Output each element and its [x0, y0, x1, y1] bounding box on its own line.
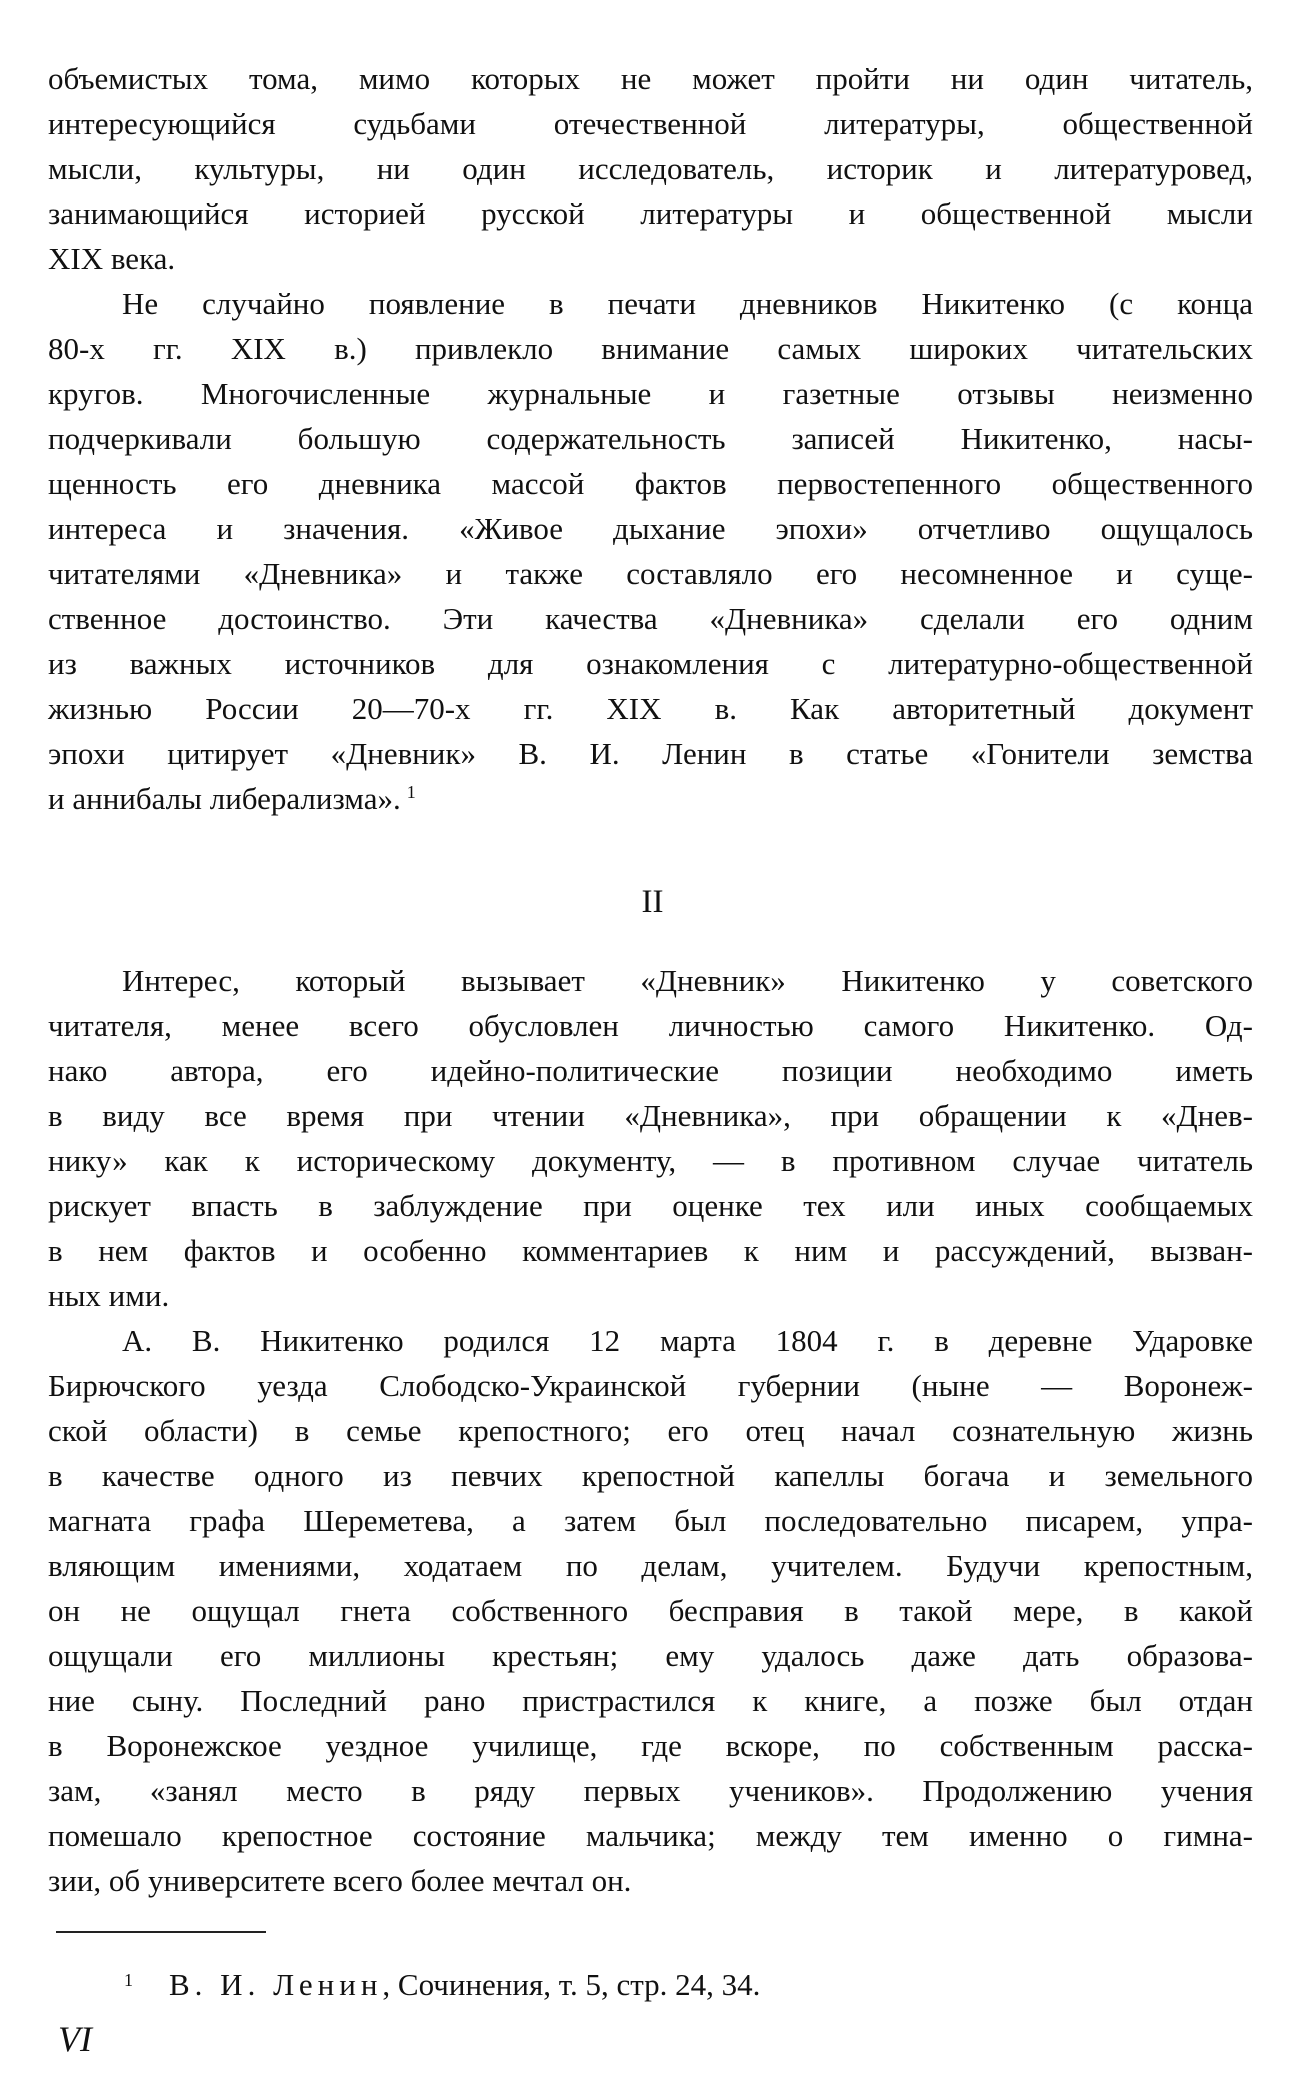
text-line: в виду все время при чтении «Дневника», при обращении к «Днев- — [48, 1098, 1253, 1133]
text-line: А. В. Никитенко родился 12 марта 1804 г. в деревне Ударовке — [122, 1323, 1253, 1358]
text-line: занимающийся историей русской литературы и общественной мысли — [48, 196, 1253, 231]
text-line: Бирючского уезда Слободско-Украинской губернии (ныне — Воронеж- — [48, 1368, 1253, 1403]
text-line: объемистых тома, мимо которых не может пройти ни один читатель, — [48, 61, 1253, 96]
text-line: мысли, культуры, ни один исследователь, историк и литературовед, — [48, 151, 1253, 186]
section-heading: II — [641, 884, 664, 920]
text-line: жизнью России 20—70-х гг. XIX в. Как авторитетный документ — [48, 691, 1253, 726]
text-line: ных ими. — [48, 1278, 170, 1313]
footnote-reference: 1 — [406, 782, 416, 802]
text-line: и аннибалы либерализма». $^1$ — [48, 781, 416, 816]
text-line: вляющим имениями, ходатаем по делам, учителем. Будучи крепостным, — [48, 1548, 1253, 1583]
text-line: рискует впасть в заблуждение при оценке тех или иных сообщаемых — [48, 1188, 1253, 1223]
text-line: Интерес, который вызывает «Дневник» Никитенко у советского — [122, 963, 1253, 998]
text-line: ской области) в семье крепостного; его отец начал сознательную жизнь — [48, 1413, 1253, 1448]
text-line: в качестве одного из певчих крепостной капеллы богача и земельного — [48, 1458, 1253, 1493]
paragraph-3 — [48, 958, 1253, 1318]
text-line: ственное достоинство. Эти качества «Дневника» сделали его одним — [48, 601, 1253, 636]
text-line: Не случайно появление в печати дневников Никитенко (с конца — [122, 286, 1253, 321]
text-line: кругов. Многочисленные журнальные и газетные отзывы неизменно — [48, 376, 1253, 411]
text-line: нику» как к историческому документу, — в противном случае читатель — [48, 1143, 1253, 1178]
text-line: магната графа Шереметева, а затем был последовательно писарем, упра- — [48, 1503, 1253, 1538]
text-line: подчеркивали большую содержательность записей Никитенко, насы- — [48, 421, 1253, 456]
text-line: помешало крепостное состояние мальчика; между тем именно о гимна- — [48, 1818, 1253, 1853]
paragraph-1 — [48, 56, 1253, 281]
text-line: из важных источников для ознакомления с литературно-общественной — [48, 646, 1253, 681]
footnote-mark: 1 — [124, 1970, 133, 1990]
text-line: зам, «занял место в ряду первых учеников». Продолжению учения — [48, 1773, 1253, 1808]
paragraph-4 — [48, 1318, 1253, 1903]
page-number: VI — [58, 2019, 92, 2059]
text-line: щенность его дневника массой фактов первостепенного общественного — [48, 466, 1253, 501]
text-line: ние сыну. Последний рано пристрастился к книге, а позже был отдан — [48, 1683, 1253, 1718]
text-line: интереса и значения. «Живое дыхание эпохи» отчетливо ощущалось — [48, 511, 1253, 546]
text-line: зии, об университете всего более мечтал он. — [48, 1863, 632, 1898]
footnote — [124, 1962, 760, 2007]
footnote-author: В. И. Ленин — [169, 1967, 383, 2002]
footnote-text: , Сочинения, т. 5, стр. 24, 34. — [382, 1967, 761, 2002]
text-line: ощущали его миллионы крестьян; ему удалось даже дать образова- — [48, 1638, 1253, 1673]
text-line: читателя, менее всего обусловлен личностью самого Никитенко. Од- — [48, 1008, 1253, 1043]
text-line: читателями «Дневника» и также составляло его несомненное и суще- — [48, 556, 1253, 591]
text-line: интересующийся судьбами отечественной литературы, общественной — [48, 106, 1253, 141]
text-line: в Воронежское уездное училище, где вскоре, по собственным расска- — [48, 1728, 1253, 1763]
text-line: эпохи цитирует «Дневник» В. И. Ленин в статье «Гонители земства — [48, 736, 1253, 771]
text-line: 80-х гг. XIX в.) привлекло внимание самых широких читательских — [48, 331, 1253, 366]
footnote-separator — [56, 1931, 266, 1933]
paragraph-2 — [48, 281, 1253, 821]
text-line: XIX века. — [48, 241, 176, 276]
text-line: в нем фактов и особенно комментариев к ним и рассуждений, вызван- — [48, 1233, 1253, 1268]
text-line: нако автора, его идейно-политические позиции необходимо иметь — [48, 1053, 1253, 1088]
text-line: он не ощущал гнета собственного бесправия в такой мере, в какой — [48, 1593, 1253, 1628]
